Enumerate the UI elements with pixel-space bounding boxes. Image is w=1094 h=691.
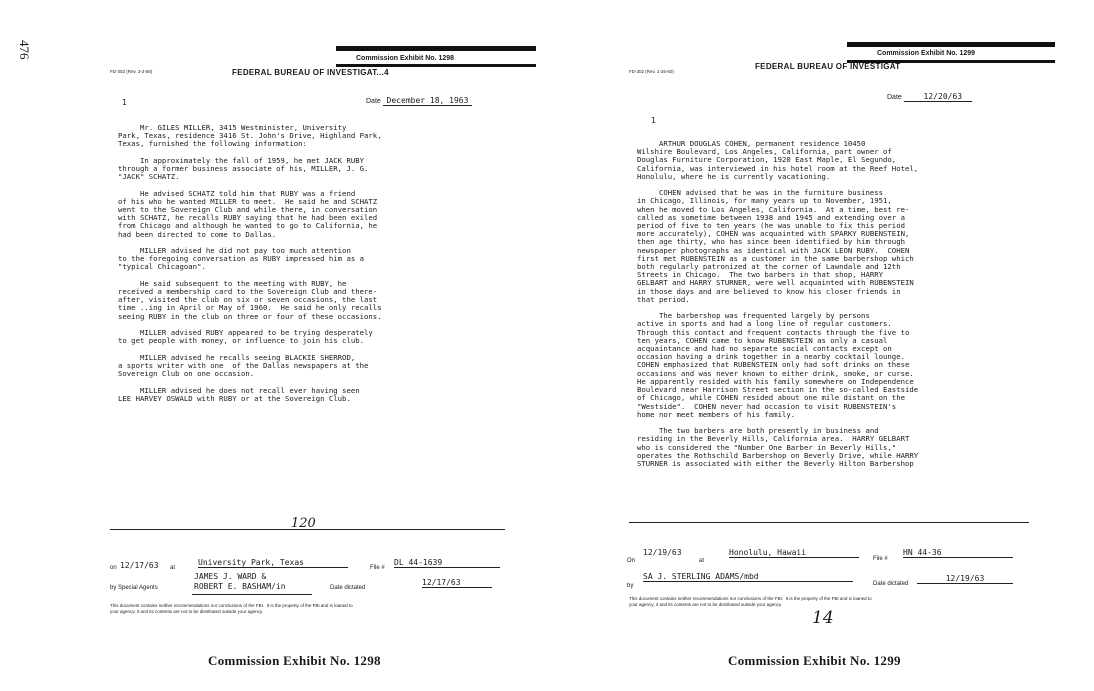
date-value: December 18, 1963 xyxy=(383,96,473,106)
fbi-report-exhibit-1298 xyxy=(108,40,528,620)
handwritten-page-number: 14 xyxy=(812,608,834,628)
dictated-label: Date dictated xyxy=(873,581,909,587)
page-no: 1 xyxy=(122,98,127,107)
footer-notice: This document contains neither recommendations nor conclusions of the FBI. It is the property of the FBI and is loaned to your agency; it and its contents are not to be distributed outside your agency. xyxy=(110,603,353,614)
interview-date: 12/19/63 xyxy=(643,548,682,557)
interview-place: University Park, Texas xyxy=(198,558,348,568)
redaction-bar xyxy=(847,42,1055,47)
footer-notice: This document contains neither recommendations nor conclusions of the FBI. It is the property of the FBI and is loaned to your agency; it and its contents are not to be distributed outside your agency. xyxy=(629,596,872,607)
report-date xyxy=(366,96,472,105)
divider xyxy=(629,522,1029,523)
at-label: at xyxy=(699,558,705,564)
dictated-date: 12/19/63 xyxy=(917,574,1013,584)
file-number: HN 44-36 xyxy=(903,548,1013,558)
file-number: DL 44-1639 xyxy=(394,558,500,568)
agent-names: JAMES J. WARD & ROBERT E. BASHAM/in xyxy=(194,572,286,591)
by-label: by Special Agents xyxy=(110,585,158,591)
report-body: Mr. GILES MILLER, 3415 Westminister, University Park, Texas, residence 3416 St. John's Drive, Highland Park, Texas, furnished the following information: In approximately the fall of 1959, he met JACK RUBY through a former business associate of his, MILLER, J. G. "JACK" SCHATZ. He advised SCHATZ told him that RUBY was a friend of his who he wanted MILLER to meet. He said he and SCHATZ went to the Sovereign Club and while there, in conversation with SCHATZ, he recalls RUBY saying that he had been exiled from Chicago and although he wanted to go to California, he had been directed to come to Dallas. MILLER advised he did not pay too much attention to the foregoing conversation as RUBY impressed him as a "typical Chicagoan". He said subsequent to the meeting with RUBY, he received a membership card to the Sovereign Club and there- after, visited the club on six or seven occasions, the last time ..ing in April or May of 1960. He said he only recalls seeing RUBY in the club on three or four of these occasions. MILLER advised RUBY appeared to be trying desperately to get people with money, or influence to join his club. MILLER advised he recalls seeing BLACKIE SHERROD, a sports writer with one of the Dallas newspapers at the Sovereign Club on one occasion. MILLER advised he does not recall ever having seen LEE HARVEY OSWALD with RUBY or at the Sovereign Club. xyxy=(118,123,382,403)
form-number: FD-302 (Rev. 3-3-59) xyxy=(110,69,153,74)
exhibit-label: Commission Exhibit No. 1298 xyxy=(356,55,455,62)
dictated-label: Date dictated xyxy=(330,585,366,591)
page-no: 1 xyxy=(651,116,656,125)
at-label: at xyxy=(170,565,176,571)
exhibit-caption: Commission Exhibit No. 1299 xyxy=(728,653,901,668)
handwritten-page-number: 120 xyxy=(291,516,316,531)
fbi-report-exhibit-1299 xyxy=(627,40,1047,628)
redaction-bar xyxy=(336,64,536,67)
interview-place: Honolulu, Hawaii xyxy=(729,548,859,558)
date-value: 12/20/63 xyxy=(904,92,973,102)
report-date xyxy=(887,92,972,101)
file-label: File # xyxy=(370,565,385,571)
redaction-bar xyxy=(336,46,536,51)
agent-underline xyxy=(192,594,312,595)
interview-date: 12/17/63 xyxy=(120,561,159,570)
file-label: File # xyxy=(873,556,888,562)
margin-page-number: 476 xyxy=(17,40,32,60)
agent-names: SA J. STERLING ADAMS/mbd xyxy=(643,572,853,582)
date-label: Date xyxy=(366,98,381,105)
form-number: FD-302 (Rev. 1-25-60) xyxy=(629,69,674,74)
on-label: on xyxy=(110,565,117,571)
exhibit-caption: Commission Exhibit No. 1298 xyxy=(208,653,381,668)
report-body: ARTHUR DOUGLAS COHEN, permanent residence 10450 Wilshire Boulevard, Los Angeles, California, part owner of Douglas Furniture Corporation, 1920 East Maple, El Segundo, California, was interviewed in his hotel room at the Reef Hotel, Honolulu, where he is currently vacationing. COHEN advised that he was in the furniture business in Chicago, Illinois, for many years up to November, 1951, when he moved to Los Angeles, California. At a time, best re- called as sometime between 1938 and 1945 and extending over a period of five to ten years (he was unable to fix this period more accurately), COHEN was acquainted with SPARKY RUBENSTEIN, then age thirty, who has since been identified by him through newspaper photographs as identical with JACK LEON RUBY. COHEN first met RUBENSTEIN as a customer in the same barbershop which both regularly patronized at the corner of Lawndale and 12th Streets in Chicago. The two barbers in that shop, HARRY GELBART and HARRY STURNER, were well acquainted with RUBENSTEIN in those days and are believed to know his closer friends in that period. The barbershop was frequented largely by persons active in sports and had a long line of regular customers. Through this contact and frequent contacts through the five to ten years, COHEN came to know RUBENSTEIN as only a casual acquaintance and had no separate social contacts except on occasion having a drink together in a nearby cocktail lounge. COHEN emphasized that RUBENSTEIN only had soft drinks on these occasions and was never known to either drink, smoke, or curse. He apparently resided with his family somewhere on Independence Boulevard near Harrison Street section in the so-called Eastside of Chicago, while COHEN resided about one mile distant on the "Westside". COHEN never had occasion to visit RUBENSTEIN's home nor meet members of his family. The two barbers are both presently in business and residing in the Beverly Hills, California area. HARRY GELBART who is considered the "Number One Barber in Beverly Hills," operates the Rothschild Barbershop on Beverly Drive, while HARRY STURNER is associated with either the Beverly Hilton Barbershop xyxy=(637,139,919,468)
by-label: by xyxy=(627,583,634,589)
agency-heading: FEDERAL BUREAU OF INVESTIGAT xyxy=(755,62,901,71)
dictated-date: 12/17/63 xyxy=(422,578,492,588)
divider xyxy=(110,529,505,530)
on-label: On xyxy=(627,558,636,564)
agency-heading: FEDERAL BUREAU OF INVESTIGAT...4 xyxy=(232,68,389,77)
exhibit-label: Commission Exhibit No. 1299 xyxy=(877,50,976,57)
date-label: Date xyxy=(887,94,902,101)
